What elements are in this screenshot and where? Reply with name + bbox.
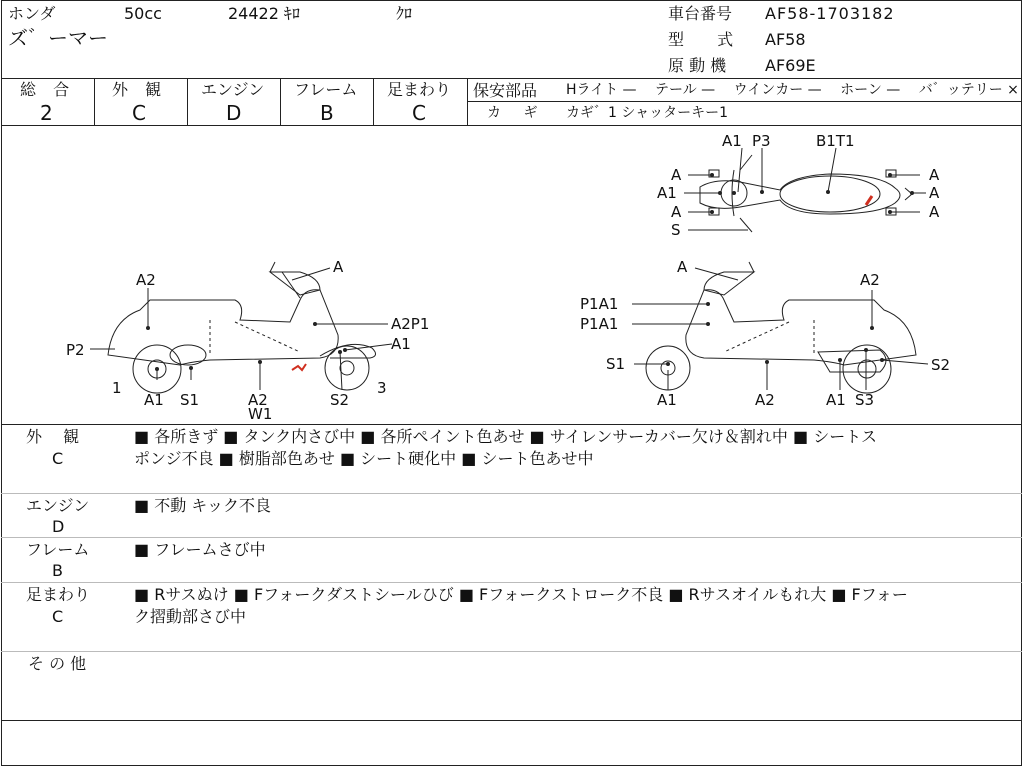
divider bbox=[1, 537, 1022, 538]
displacement: 50cc bbox=[124, 4, 162, 23]
diagram-label: A bbox=[929, 166, 940, 184]
frame-grade: B bbox=[320, 101, 334, 125]
divider bbox=[1, 651, 1022, 652]
safety-label: 保安部品 bbox=[473, 81, 538, 100]
remark-exterior-label: 外 観 bbox=[26, 427, 80, 446]
engine-model-label: 原 動 機 bbox=[668, 56, 727, 75]
diagram-label: P1A1 bbox=[580, 315, 619, 333]
diagram-label: S1 bbox=[180, 391, 200, 409]
diagram-label: A2 bbox=[860, 271, 880, 289]
diagram-label: A1 bbox=[657, 184, 677, 202]
diagram-label: S2 bbox=[931, 356, 951, 374]
key-label: カ ギ bbox=[487, 105, 538, 121]
diagram-label: A bbox=[333, 258, 344, 276]
divider bbox=[280, 78, 281, 125]
diagram-label: A bbox=[677, 258, 688, 276]
maker: ホンダ bbox=[8, 4, 56, 23]
divider bbox=[187, 78, 188, 125]
remark-exterior-line1: ■ 各所きず ■ タンク内さび中 ■ 各所ペイント色あせ ■ サイレンサーカバー欠け＆割れ中 ■ シートス bbox=[134, 427, 878, 446]
diagram-label: A2P1 bbox=[391, 315, 430, 333]
divider bbox=[94, 78, 95, 125]
diagram-label: A1 bbox=[144, 391, 164, 409]
safety-items: Hライト — テール — ウインカー — ホーン — バ゛ッテリー × bbox=[566, 82, 1019, 98]
diagram-label: 3 bbox=[377, 379, 387, 397]
engine-label: エンジン bbox=[201, 80, 265, 99]
diagram-label: A bbox=[929, 184, 940, 202]
suspension-grade: C bbox=[412, 101, 426, 125]
model-name: ズ゛ーマー bbox=[8, 26, 108, 50]
divider bbox=[1, 424, 1022, 425]
type-value: AF58 bbox=[765, 30, 806, 49]
damage-mark bbox=[292, 364, 306, 370]
remark-engine-line1: ■ 不動 キック不良 bbox=[134, 496, 271, 515]
remark-frame-line1: ■ フレームさび中 bbox=[134, 540, 266, 559]
diagram-label: A bbox=[929, 203, 940, 221]
diagram-label: B1T1 bbox=[816, 132, 855, 150]
frame-label: フレーム bbox=[294, 80, 358, 99]
remark-frame-grade: B bbox=[52, 561, 63, 580]
divider bbox=[467, 78, 468, 125]
diagram-label: S3 bbox=[855, 391, 875, 409]
overall-label: 総 合 bbox=[20, 80, 76, 99]
divider bbox=[1, 720, 1022, 721]
remark-exterior-line2: ポンジ不良 ■ 樹脂部色あせ ■ シート硬化中 ■ シート色あせ中 bbox=[134, 449, 594, 468]
frame-no: AF58-1703182 bbox=[765, 4, 895, 23]
remark-engine-grade: D bbox=[52, 517, 65, 536]
remark-exterior-grade: C bbox=[52, 449, 64, 468]
remark-other-label: そ の 他 bbox=[28, 654, 87, 673]
remark-suspension-label: 足まわり bbox=[26, 585, 91, 604]
remark-engine-label: エンジン bbox=[26, 496, 90, 515]
diagram-label: P1A1 bbox=[580, 295, 619, 313]
frame-no-label: 車台番号 bbox=[668, 4, 733, 23]
damage-mark bbox=[866, 196, 872, 205]
diagram-label: P2 bbox=[66, 341, 85, 359]
color: ｸﾛ bbox=[396, 4, 413, 23]
diagram-label: A2 bbox=[755, 391, 775, 409]
engine-model-value: AF69E bbox=[765, 56, 816, 75]
diagram-label: A bbox=[671, 166, 682, 184]
diagram-label: A1 bbox=[391, 335, 411, 353]
engine-grade: D bbox=[226, 101, 242, 125]
divider bbox=[1, 78, 1022, 79]
diagram-label: A1 bbox=[657, 391, 677, 409]
suspension-label: 足まわり bbox=[387, 80, 452, 99]
remark-suspension-line1: ■ Rサスぬけ ■ Fフォークダストシールひび ■ Fフォークストローク不良 ■ Rサスオイルもれ大 ■ Fフォー bbox=[134, 585, 908, 604]
exterior-grade: C bbox=[132, 101, 146, 125]
diagram-label: S bbox=[671, 221, 681, 239]
divider bbox=[1, 493, 1022, 494]
divider bbox=[468, 101, 1022, 102]
condition-diagram bbox=[0, 126, 1024, 424]
diagram-label: A2 bbox=[136, 271, 156, 289]
divider bbox=[373, 78, 374, 125]
remark-suspension-line2: ク摺動部さび中 bbox=[134, 607, 247, 626]
mileage: 24422 ｷﾛ bbox=[228, 4, 300, 23]
type-label: 型 式 bbox=[668, 30, 734, 49]
top-view bbox=[700, 155, 912, 232]
diagram-label: W1 bbox=[248, 405, 273, 423]
key-value: カギ゛1 シャッターキー1 bbox=[566, 105, 728, 121]
diagram-label: A2 bbox=[248, 391, 268, 409]
diagram-label: S1 bbox=[606, 355, 626, 373]
exterior-label: 外 観 bbox=[112, 80, 168, 99]
divider bbox=[1, 582, 1022, 583]
diagram-label: A bbox=[671, 203, 682, 221]
diagram-label: S2 bbox=[330, 391, 350, 409]
diagram-label: P3 bbox=[752, 132, 771, 150]
diagram-label: 1 bbox=[112, 379, 122, 397]
remark-frame-label: フレーム bbox=[26, 540, 90, 559]
diagram-label: A1 bbox=[826, 391, 846, 409]
overall-grade: 2 bbox=[40, 101, 53, 125]
diagram-label: A1 bbox=[722, 132, 742, 150]
remark-suspension-grade: C bbox=[52, 607, 64, 626]
